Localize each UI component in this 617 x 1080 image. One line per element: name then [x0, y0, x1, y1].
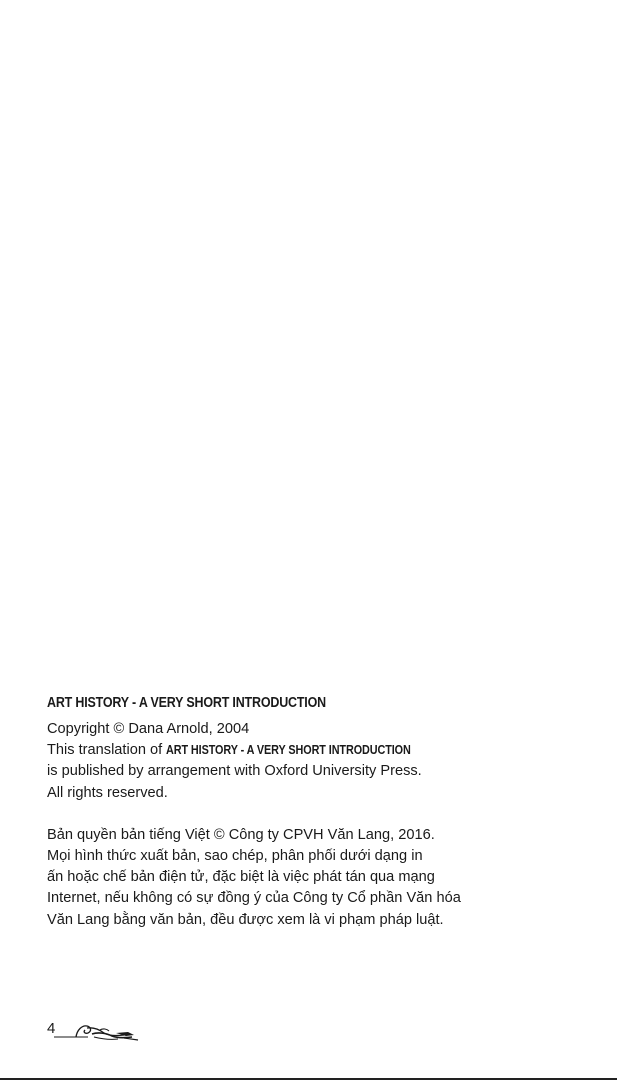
vietnamese-line: Văn Lang bằng văn bản, đều được xem là vi phạm pháp luật.: [47, 911, 444, 928]
arrangement-line: is published by arrangement with Oxford University Press.: [47, 763, 422, 780]
translation-prefix: This translation of: [47, 742, 167, 759]
vietnamese-line: Bản quyền bản tiếng Việt © Công ty CPVH Văn Lang, 2016.: [47, 826, 435, 843]
book-title: ART HISTORY - A VERY SHORT INTRODUCTION: [47, 695, 326, 711]
vietnamese-line: Internet, nếu không có sự đồng ý của Công ty Cổ phần Văn hóa: [47, 890, 461, 907]
copyright-block: [47, 693, 587, 931]
vietnamese-line: Mọi hình thức xuất bản, sao chép, phân phối dưới dạng in: [47, 848, 423, 865]
vietnamese-line: ấn hoặc chế bản điện tử, đặc biệt là việc phát tán qua mạng: [47, 869, 435, 886]
reclining-figure-icon: [54, 1018, 142, 1047]
copyright-line: Copyright © Dana Arnold, 2004: [47, 721, 250, 737]
translation-title: ART HISTORY - A VERY SHORT INTRODUCTION: [166, 743, 412, 758]
translation-line: [47, 740, 587, 761]
page-number: 4: [47, 1020, 56, 1037]
rights-line: All rights reserved.: [47, 784, 168, 801]
paragraph-gap: [47, 804, 587, 825]
